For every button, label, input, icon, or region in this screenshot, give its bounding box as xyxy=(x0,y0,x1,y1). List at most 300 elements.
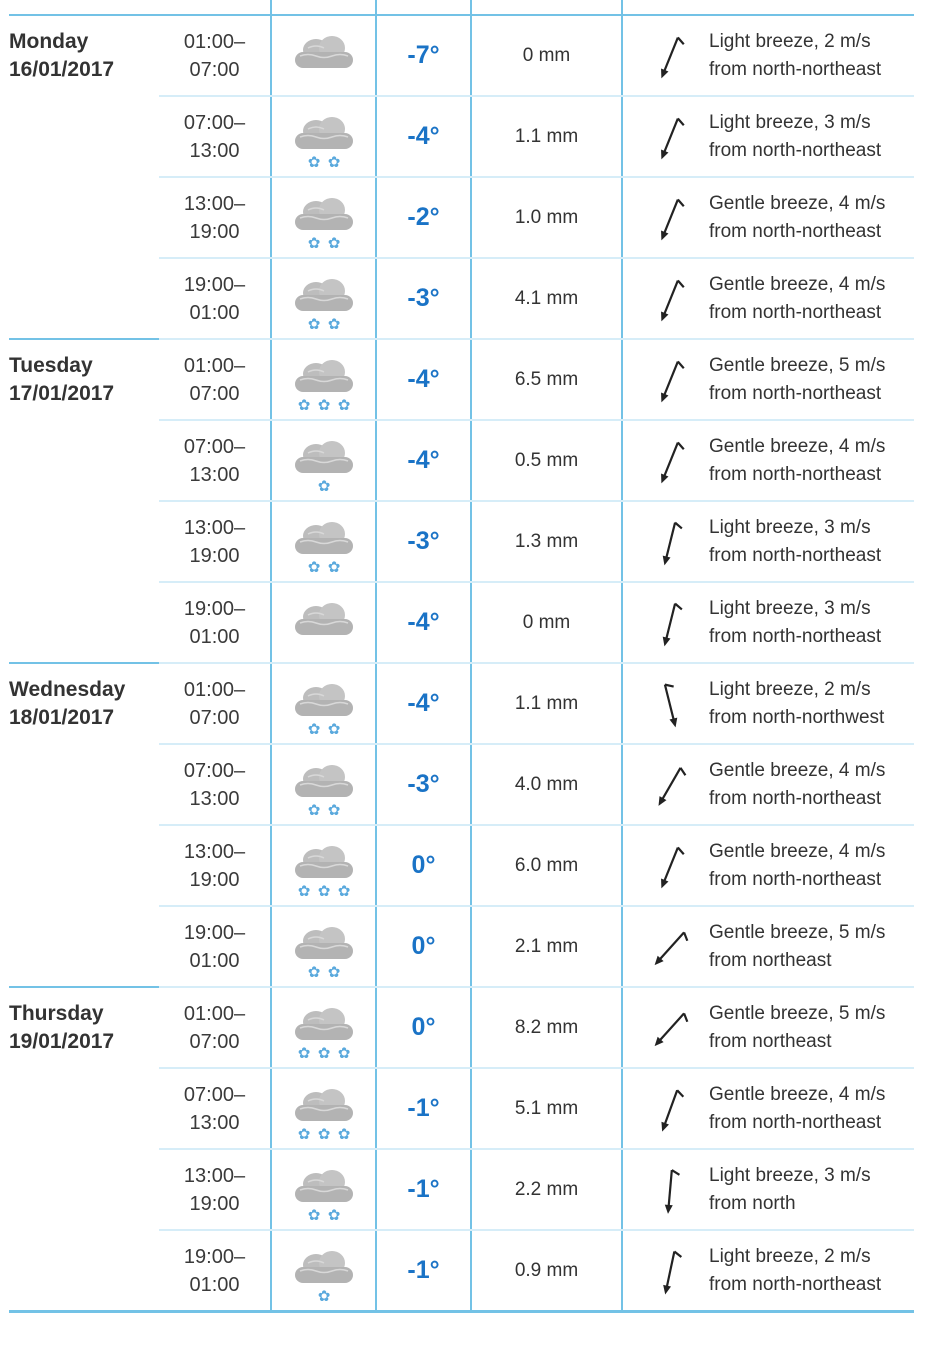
cloud-shape xyxy=(295,1251,353,1283)
cloud-with-snow-icon xyxy=(286,755,362,819)
snowflakes xyxy=(307,801,340,819)
wind-description xyxy=(709,595,881,651)
day-cell xyxy=(9,744,159,825)
temperature: -1° xyxy=(376,1230,471,1312)
wind-description xyxy=(709,1000,885,1056)
time-from: 07:00– xyxy=(183,1083,246,1106)
wind-description xyxy=(709,28,881,84)
cloud-with-snow-icon xyxy=(286,269,362,333)
temperature: -3° xyxy=(376,501,471,582)
time-from: 07:00– xyxy=(183,111,246,134)
cloud-with-snow-icon xyxy=(286,917,362,981)
day-cell xyxy=(9,258,159,339)
snowflake-icon: ✿ xyxy=(317,1043,330,1062)
forecast-row xyxy=(9,501,914,582)
snowflakes xyxy=(307,315,340,333)
snowflake-icon: ✿ xyxy=(327,1205,340,1224)
snowflake-icon: ✿ xyxy=(317,476,330,495)
snowflake-icon: ✿ xyxy=(307,800,320,819)
day-cell xyxy=(9,825,159,906)
precipitation: 1.3 mm xyxy=(471,501,622,582)
snowflake-icon: ✿ xyxy=(327,233,340,252)
cloud-with-snow-icon xyxy=(286,431,362,495)
time-period xyxy=(159,420,271,501)
wind-description xyxy=(709,1081,885,1137)
time-from: 07:00– xyxy=(183,759,246,782)
snowflake-icon: ✿ xyxy=(327,719,340,738)
snowflake-icon: ✿ xyxy=(307,557,320,576)
time-from: 01:00– xyxy=(183,354,246,377)
wind-speed: Light breeze, 2 m/s xyxy=(709,31,871,52)
time-to: 07:00 xyxy=(189,382,240,405)
snowflake-icon: ✿ xyxy=(307,314,320,333)
time-to: 07:00 xyxy=(189,58,240,81)
wind-description xyxy=(709,433,885,489)
wind-direction: from north-northeast xyxy=(709,140,882,161)
time-to: 07:00 xyxy=(189,706,240,729)
cloud-shape xyxy=(295,36,353,68)
weather-symbol-cell xyxy=(271,987,376,1068)
wind-direction: from north-northeast xyxy=(709,59,882,80)
forecast-row xyxy=(9,1230,914,1312)
cloud-shape xyxy=(295,684,353,716)
snowflake-icon: ✿ xyxy=(337,395,350,414)
time-to: 01:00 xyxy=(189,625,240,648)
wind-direction-arrow-icon xyxy=(643,921,697,975)
wind-speed: Gentle breeze, 5 m/s xyxy=(709,1003,886,1024)
wind-cell xyxy=(622,96,914,177)
forecast-row xyxy=(9,258,914,339)
wind-speed: Light breeze, 2 m/s xyxy=(709,679,871,700)
cloud-shape xyxy=(295,1089,353,1121)
day-name: Tuesday xyxy=(9,354,93,377)
forecast-row xyxy=(9,825,914,906)
wind-cell xyxy=(622,1068,914,1149)
top-edge-cell xyxy=(271,0,376,15)
day-cell xyxy=(9,177,159,258)
wind-direction-arrow-icon xyxy=(643,516,697,570)
snowflakes xyxy=(307,963,340,981)
snowflake-icon: ✿ xyxy=(317,1124,330,1143)
wind-direction: from north-northeast xyxy=(709,221,882,242)
precipitation: 4.1 mm xyxy=(471,258,622,339)
snowflakes xyxy=(307,720,340,738)
wind-cell xyxy=(622,663,914,744)
wind-direction-arrow-icon xyxy=(643,678,697,732)
time-to: 01:00 xyxy=(189,1273,240,1296)
wind-direction: from north-northeast xyxy=(709,302,882,323)
time-period xyxy=(159,339,271,420)
precipitation: 0 mm xyxy=(471,582,622,663)
time-from: 19:00– xyxy=(183,273,246,296)
temperature: -2° xyxy=(376,177,471,258)
cloud-with-snow-icon xyxy=(286,512,362,576)
snowflakes xyxy=(297,1125,350,1143)
wind-description xyxy=(709,1162,871,1218)
time-period xyxy=(159,582,271,663)
wind-direction: from north-northeast xyxy=(709,545,882,566)
snowflake-icon: ✿ xyxy=(307,152,320,171)
wind-direction-arrow-icon xyxy=(643,1002,697,1056)
top-edge-cell xyxy=(159,0,271,15)
cloud-shape xyxy=(295,1170,353,1202)
wind-cell xyxy=(622,420,914,501)
day-cell xyxy=(9,339,159,420)
cloud-shape xyxy=(295,765,353,797)
wind-cell xyxy=(622,501,914,582)
temperature: -4° xyxy=(376,663,471,744)
weather-symbol-cell xyxy=(271,420,376,501)
snowflakes xyxy=(307,234,340,252)
cloud-with-snow-icon xyxy=(286,188,362,252)
snowflake-icon: ✿ xyxy=(307,1205,320,1224)
temperature: 0° xyxy=(376,825,471,906)
snowflakes xyxy=(307,153,340,171)
forecast-row xyxy=(9,1149,914,1230)
wind-description xyxy=(709,190,885,246)
wind-direction: from north-northwest xyxy=(709,707,885,728)
forecast-row xyxy=(9,987,914,1068)
weather-symbol-cell xyxy=(271,501,376,582)
snowflake-icon: ✿ xyxy=(337,881,350,900)
precipitation: 2.1 mm xyxy=(471,906,622,987)
cloud-shape xyxy=(295,603,353,635)
cloud-with-snow-icon xyxy=(286,26,362,90)
day-cell xyxy=(9,906,159,987)
day-cell xyxy=(9,96,159,177)
weather-symbol-cell xyxy=(271,96,376,177)
cloud-with-snow-icon xyxy=(286,350,362,414)
forecast-body xyxy=(9,0,914,1312)
precipitation: 1.1 mm xyxy=(471,96,622,177)
time-period xyxy=(159,1149,271,1230)
precipitation: 0.9 mm xyxy=(471,1230,622,1312)
temperature: -3° xyxy=(376,744,471,825)
time-period xyxy=(159,663,271,744)
temperature: -3° xyxy=(376,258,471,339)
wind-direction: from north xyxy=(709,1193,796,1214)
forecast-row xyxy=(9,96,914,177)
time-period xyxy=(159,906,271,987)
time-from: 13:00– xyxy=(183,516,246,539)
wind-direction: from north-northeast xyxy=(709,626,882,647)
wind-direction: from north-northeast xyxy=(709,788,882,809)
forecast-row xyxy=(9,582,914,663)
precipitation: 5.1 mm xyxy=(471,1068,622,1149)
wind-direction: from north-northeast xyxy=(709,1274,882,1295)
time-to: 07:00 xyxy=(189,1030,240,1053)
weather-symbol-cell xyxy=(271,339,376,420)
wind-cell xyxy=(622,1230,914,1312)
day-date: 16/01/2017 xyxy=(9,58,115,81)
wind-description xyxy=(709,1243,881,1299)
top-edge-cell xyxy=(471,0,622,15)
wind-direction: from northeast xyxy=(709,1031,832,1052)
weather-symbol-cell xyxy=(271,15,376,96)
snowflakes xyxy=(317,1287,330,1305)
day-cell xyxy=(9,663,159,744)
table-top-edge xyxy=(9,0,914,15)
wind-description xyxy=(709,757,885,813)
time-period xyxy=(159,825,271,906)
cloud-with-snow-icon xyxy=(286,1079,362,1143)
wind-direction-arrow-icon xyxy=(643,192,697,246)
temperature: -4° xyxy=(376,96,471,177)
weather-symbol-cell xyxy=(271,1230,376,1312)
day-cell xyxy=(9,501,159,582)
wind-speed: Light breeze, 2 m/s xyxy=(709,1246,871,1267)
precipitation: 1.1 mm xyxy=(471,663,622,744)
precipitation: 0 mm xyxy=(471,15,622,96)
cloud-with-snow-icon xyxy=(286,1160,362,1224)
wind-direction-arrow-icon xyxy=(643,1083,697,1137)
wind-speed: Gentle breeze, 4 m/s xyxy=(709,1084,886,1105)
wind-cell xyxy=(622,744,914,825)
forecast-row xyxy=(9,906,914,987)
wind-speed: Gentle breeze, 4 m/s xyxy=(709,841,886,862)
top-edge-cell xyxy=(376,0,471,15)
wind-direction-arrow-icon xyxy=(643,759,697,813)
precipitation: 6.0 mm xyxy=(471,825,622,906)
time-period xyxy=(159,258,271,339)
time-from: 19:00– xyxy=(183,1245,246,1268)
forecast-row xyxy=(9,663,914,744)
forecast-table xyxy=(9,0,914,1313)
cloud-with-snow-icon xyxy=(286,1241,362,1305)
wind-description xyxy=(709,352,885,408)
wind-cell xyxy=(622,258,914,339)
cloud-shape xyxy=(295,846,353,878)
snowflakes xyxy=(297,882,350,900)
wind-speed: Gentle breeze, 4 m/s xyxy=(709,193,886,214)
snowflake-icon: ✿ xyxy=(297,395,310,414)
time-to: 13:00 xyxy=(189,1111,240,1134)
weather-symbol-cell xyxy=(271,906,376,987)
weather-symbol-cell xyxy=(271,1149,376,1230)
day-name: Monday xyxy=(9,30,89,53)
wind-speed: Gentle breeze, 4 m/s xyxy=(709,274,886,295)
temperature: -4° xyxy=(376,420,471,501)
snowflake-icon: ✿ xyxy=(327,800,340,819)
wind-speed: Gentle breeze, 5 m/s xyxy=(709,922,886,943)
top-edge-cell xyxy=(622,0,914,15)
wind-description xyxy=(709,838,885,894)
precipitation: 1.0 mm xyxy=(471,177,622,258)
weather-symbol-cell xyxy=(271,582,376,663)
precipitation: 8.2 mm xyxy=(471,987,622,1068)
snowflake-icon: ✿ xyxy=(307,962,320,981)
time-to: 13:00 xyxy=(189,139,240,162)
snowflake-icon: ✿ xyxy=(297,881,310,900)
cloud-shape xyxy=(295,1008,353,1040)
wind-cell xyxy=(622,987,914,1068)
day-name: Thursday xyxy=(9,1002,104,1025)
time-to: 19:00 xyxy=(189,220,240,243)
day-cell xyxy=(9,15,159,96)
wind-direction: from north-northeast xyxy=(709,464,882,485)
weather-symbol-cell xyxy=(271,744,376,825)
wind-cell xyxy=(622,339,914,420)
cloud-shape xyxy=(295,198,353,230)
snowflakes xyxy=(297,1044,350,1062)
wind-cell xyxy=(622,582,914,663)
day-cell xyxy=(9,1149,159,1230)
snowflakes xyxy=(317,477,330,495)
time-to: 13:00 xyxy=(189,463,240,486)
forecast-row xyxy=(9,744,914,825)
time-to: 19:00 xyxy=(189,1192,240,1215)
time-period xyxy=(159,744,271,825)
temperature: -4° xyxy=(376,339,471,420)
wind-direction-arrow-icon xyxy=(643,30,697,84)
snowflake-icon: ✿ xyxy=(337,1124,350,1143)
wind-cell xyxy=(622,15,914,96)
snowflake-icon: ✿ xyxy=(297,1043,310,1062)
cloud-with-snow-icon xyxy=(286,674,362,738)
snowflake-icon: ✿ xyxy=(327,152,340,171)
weather-symbol-cell xyxy=(271,825,376,906)
wind-direction-arrow-icon xyxy=(643,273,697,327)
wind-description xyxy=(709,271,885,327)
wind-speed: Gentle breeze, 4 m/s xyxy=(709,760,886,781)
forecast-row xyxy=(9,339,914,420)
temperature: -4° xyxy=(376,582,471,663)
wind-direction: from north-northeast xyxy=(709,1112,882,1133)
time-to: 01:00 xyxy=(189,949,240,972)
time-to: 13:00 xyxy=(189,787,240,810)
wind-cell xyxy=(622,1149,914,1230)
temperature: -1° xyxy=(376,1149,471,1230)
snowflake-icon: ✿ xyxy=(327,557,340,576)
snowflakes xyxy=(307,558,340,576)
wind-speed: Gentle breeze, 5 m/s xyxy=(709,355,886,376)
snowflake-icon: ✿ xyxy=(317,395,330,414)
weather-symbol-cell xyxy=(271,177,376,258)
time-period xyxy=(159,1068,271,1149)
cloud-with-snow-icon xyxy=(286,998,362,1062)
snowflakes xyxy=(297,396,350,414)
cloud-shape xyxy=(295,927,353,959)
day-date: 19/01/2017 xyxy=(9,1030,115,1053)
precipitation: 0.5 mm xyxy=(471,420,622,501)
wind-speed: Light breeze, 3 m/s xyxy=(709,1165,871,1186)
day-cell xyxy=(9,1068,159,1149)
wind-direction-arrow-icon xyxy=(643,597,697,651)
wind-speed: Light breeze, 3 m/s xyxy=(709,517,871,538)
wind-direction-arrow-icon xyxy=(643,354,697,408)
day-cell xyxy=(9,1230,159,1312)
cloud-shape xyxy=(295,360,353,392)
snowflake-icon: ✿ xyxy=(317,881,330,900)
time-to: 19:00 xyxy=(189,544,240,567)
time-from: 19:00– xyxy=(183,597,246,620)
cloud-shape xyxy=(295,441,353,473)
weather-symbol-cell xyxy=(271,1068,376,1149)
forecast-row xyxy=(9,1068,914,1149)
time-period xyxy=(159,1230,271,1312)
wind-cell xyxy=(622,825,914,906)
time-from: 07:00– xyxy=(183,435,246,458)
snowflake-icon: ✿ xyxy=(337,1043,350,1062)
wind-description xyxy=(709,676,884,732)
weather-symbol-cell xyxy=(271,258,376,339)
wind-cell xyxy=(622,177,914,258)
day-cell xyxy=(9,582,159,663)
wind-direction: from northeast xyxy=(709,950,832,971)
day-date: 17/01/2017 xyxy=(9,382,115,405)
time-from: 13:00– xyxy=(183,192,246,215)
time-to: 19:00 xyxy=(189,868,240,891)
cloud-with-snow-icon xyxy=(286,836,362,900)
time-from: 01:00– xyxy=(183,678,246,701)
snowflake-icon: ✿ xyxy=(317,1286,330,1305)
time-to: 01:00 xyxy=(189,301,240,324)
wind-direction-arrow-icon xyxy=(643,435,697,489)
time-period xyxy=(159,96,271,177)
wind-direction: from north-northeast xyxy=(709,869,882,890)
cloud-with-snow-icon xyxy=(286,107,362,171)
wind-direction-arrow-icon xyxy=(643,1164,697,1218)
weather-symbol-cell xyxy=(271,663,376,744)
forecast-row xyxy=(9,420,914,501)
wind-description xyxy=(709,109,881,165)
temperature: 0° xyxy=(376,906,471,987)
day-name: Wednesday xyxy=(9,678,126,701)
wind-direction: from north-northeast xyxy=(709,383,882,404)
time-from: 13:00– xyxy=(183,1164,246,1187)
snowflake-icon: ✿ xyxy=(327,314,340,333)
temperature: 0° xyxy=(376,987,471,1068)
wind-direction-arrow-icon xyxy=(643,111,697,165)
precipitation: 6.5 mm xyxy=(471,339,622,420)
cloud-shape xyxy=(295,117,353,149)
day-cell xyxy=(9,420,159,501)
snowflakes xyxy=(307,1206,340,1224)
forecast-row xyxy=(9,177,914,258)
wind-direction-arrow-icon xyxy=(643,1245,697,1299)
forecast-row xyxy=(9,15,914,96)
wind-direction-arrow-icon xyxy=(643,840,697,894)
wind-description xyxy=(709,514,881,570)
day-cell xyxy=(9,987,159,1068)
wind-description xyxy=(709,919,885,975)
wind-speed: Gentle breeze, 4 m/s xyxy=(709,436,886,457)
time-from: 19:00– xyxy=(183,921,246,944)
cloud-shape xyxy=(295,279,353,311)
snowflake-icon: ✿ xyxy=(307,233,320,252)
temperature: -1° xyxy=(376,1068,471,1149)
cloud-with-snow-icon xyxy=(286,593,362,657)
snowflake-icon: ✿ xyxy=(307,719,320,738)
time-period xyxy=(159,987,271,1068)
snowflake-icon: ✿ xyxy=(327,962,340,981)
wind-speed: Light breeze, 3 m/s xyxy=(709,598,871,619)
day-date: 18/01/2017 xyxy=(9,706,115,729)
wind-speed: Light breeze, 3 m/s xyxy=(709,112,871,133)
snowflake-icon: ✿ xyxy=(297,1124,310,1143)
time-from: 13:00– xyxy=(183,840,246,863)
time-from: 01:00– xyxy=(183,30,246,53)
time-period xyxy=(159,501,271,582)
precipitation: 2.2 mm xyxy=(471,1149,622,1230)
precipitation: 4.0 mm xyxy=(471,744,622,825)
cloud-shape xyxy=(295,522,353,554)
time-from: 01:00– xyxy=(183,1002,246,1025)
time-period xyxy=(159,177,271,258)
time-period xyxy=(159,15,271,96)
temperature: -7° xyxy=(376,15,471,96)
top-edge-cell xyxy=(9,0,159,15)
